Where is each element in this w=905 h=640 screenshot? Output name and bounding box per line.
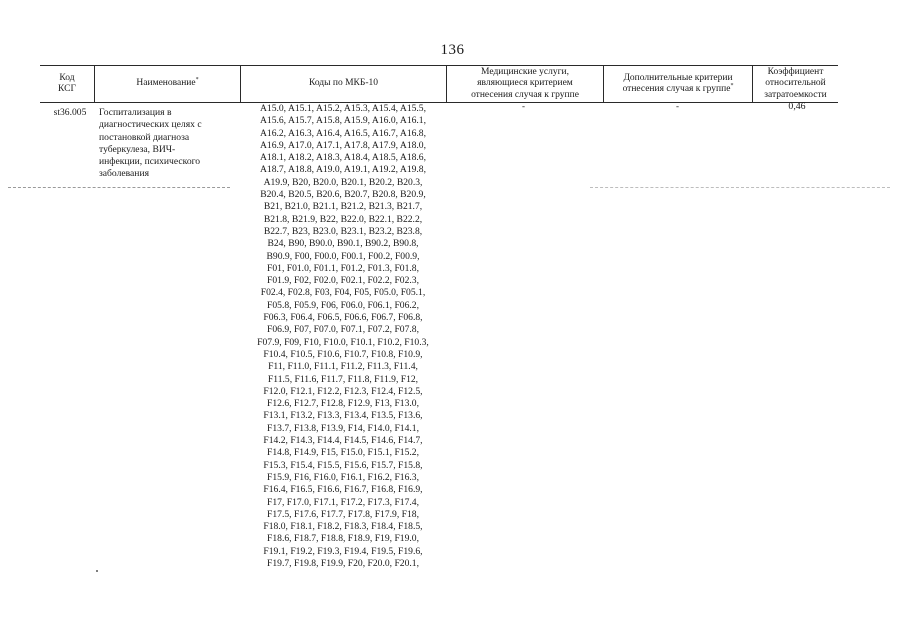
icd10-codes-line: B24, B90, B90.0, B90.1, B90.2, B90.8,	[267, 238, 419, 250]
page-number: 136	[440, 42, 465, 58]
icd10-codes-line: B20.4, B20.5, B20.6, B20.7, B20.8, B20.9,	[260, 189, 426, 201]
icd10-codes-line: B22.7, B23, B23.0, B23.1, B23.2, B23.8,	[263, 225, 423, 237]
ksg-name	[99, 107, 237, 181]
icd10-codes-line: B21.8, B21.9, B22, B22.0, B22.1, B22.2,	[263, 213, 423, 225]
ksg-name-line: постановкой диагноза	[99, 131, 190, 143]
icd10-codes-line: A19.9, B20, B20.0, B20.1, B20.2, B20.3,	[263, 176, 423, 188]
header-services-line2: являющиеся критерием	[477, 78, 573, 89]
coefficient-value: 0,46	[788, 101, 806, 112]
header-code	[40, 66, 94, 102]
scan-artifact-right	[590, 187, 890, 189]
icd10-codes-line: F12.6, F12.7, F12.8, F12.9, F13, F13.0,	[267, 398, 419, 410]
icd10-codes-line: F16.4, F16.5, F16.6, F16.7, F16.8, F16.9,	[263, 484, 423, 496]
header-coef-line2: относительной	[765, 78, 826, 89]
icd10-codes	[242, 103, 444, 570]
icd10-codes-line: A16.9, A17.0, A17.1, A17.8, A17.9, A18.0,	[259, 139, 427, 151]
header-coef-line3: затратоемкости	[764, 89, 827, 100]
icd10-codes-line: A16.2, A16.3, A16.4, A16.5, A16.7, A16.8,	[259, 127, 427, 139]
icd10-codes-line: B21, B21.0, B21.1, B21.2, B21.3, B21.7,	[263, 201, 423, 213]
icd10-codes-line: F17.5, F17.6, F17.7, F17.8, F17.9, F18,	[267, 508, 419, 520]
icd10-codes-line: F10.4, F10.5, F10.6, F10.7, F10.8, F10.9,	[263, 348, 423, 360]
ksg-name-line: туберкулеза, ВИЧ-	[99, 143, 176, 155]
header-services-line3: отнесения случая к группе	[471, 89, 579, 100]
header-code-line2: КСГ	[58, 84, 76, 94]
icd10-codes-line: F18.6, F18.7, F18.8, F18.9, F19, F19.0,	[267, 533, 419, 545]
header-name-footnote-mark: *	[195, 77, 199, 84]
header-services	[447, 66, 603, 102]
header-criteria	[604, 66, 752, 102]
icd10-codes-line: F13.1, F13.2, F13.3, F13.4, F13.5, F13.6,	[263, 410, 423, 422]
icd10-codes-line: F11.5, F11.6, F11.7, F11.8, F11.9, F12,	[267, 373, 419, 385]
ksg-name-line: заболевания	[99, 168, 149, 180]
icd10-codes-line: F13.7, F13.8, F13.9, F14, F14.0, F14.1,	[267, 422, 419, 434]
icd10-codes-line: F01.9, F02, F02.0, F02.1, F02.2, F02.3,	[267, 275, 419, 287]
icd10-codes-line: F14.8, F14.9, F15, F15.0, F15.1, F15.2,	[267, 447, 419, 459]
icd10-codes-line: B90.9, F00, F00.0, F00.1, F00.2, F00.9,	[266, 250, 420, 262]
icd10-codes-line: F01, F01.0, F01.1, F01.2, F01.3, F01.8,	[267, 262, 419, 274]
header-name	[95, 66, 240, 102]
icd10-codes-line: F07.9, F09, F10, F10.0, F10.1, F10.2, F10.3,	[257, 336, 429, 348]
criteria-value: -	[676, 101, 679, 111]
scan-speck	[96, 570, 98, 572]
header-coef-line1: Коэффициент	[767, 66, 824, 77]
icd10-codes-line: F06.9, F07, F07.0, F07.1, F07.2, F07.8,	[267, 324, 419, 336]
header-criteria-line1: Дополнительные критерии	[623, 72, 733, 83]
icd10-codes-line: F12.0, F12.1, F12.2, F12.3, F12.4, F12.5,	[263, 385, 423, 397]
header-services-line1: Медицинские услуги,	[481, 66, 569, 77]
icd10-codes-line: F18.0, F18.1, F18.2, F18.3, F18.4, F18.5,	[263, 521, 423, 533]
icd10-codes-line: F15.3, F15.4, F15.5, F15.6, F15.7, F15.8,	[263, 459, 423, 471]
ksg-name-line: Госпитализация в	[99, 107, 172, 118]
icd10-codes-line: A18.1, A18.2, A18.3, A18.4, A18.5, A18.6,	[259, 152, 427, 164]
icd10-codes-line: F11, F11.0, F11.1, F11.2, F11.3, F11.4,	[268, 361, 418, 373]
header-criteria-line2: отнесения случая к группе*	[622, 82, 734, 94]
icd10-codes-line: F19.1, F19.2, F19.3, F19.4, F19.5, F19.6,	[263, 545, 423, 557]
icd10-codes-line: F05.8, F05.9, F06, F06.0, F06.1, F06.2,	[267, 299, 419, 311]
icd10-codes-line: A18.7, A18.8, A19.0, A19.1, A19.2, A19.8,	[259, 164, 427, 176]
icd10-codes-line: F02.4, F02.8, F03, F04, F05, F05.0, F05.1,	[260, 287, 426, 299]
icd10-codes-line: F06.3, F06.4, F06.5, F06.6, F06.7, F06.8,	[263, 312, 423, 324]
icd10-codes-line: A15.0, A15.1, A15.2, A15.3, A15.4, A15.5,	[259, 103, 427, 114]
header-coefficient	[753, 66, 838, 102]
header-code-line1: Код	[59, 72, 75, 83]
icd10-codes-line: F14.2, F14.3, F14.4, F14.5, F14.6, F14.7,	[263, 435, 423, 447]
icd10-codes-line: F17, F17.0, F17.1, F17.2, F17.3, F17.4,	[267, 496, 419, 508]
header-icd	[241, 66, 446, 102]
ksg-name-line: инфекции, психического	[99, 156, 201, 168]
icd10-codes-line: F19.7, F19.8, F19.9, F20, F20.0, F20.1,	[267, 557, 419, 569]
services-value: -	[522, 101, 525, 111]
ksg-name-line: диагностических целях с	[99, 119, 202, 131]
header-name-text: Наименование*	[136, 77, 199, 89]
scan-artifact-left	[8, 187, 230, 189]
icd10-codes-line: F15.9, F16, F16.0, F16.1, F16.2, F16.3,	[267, 471, 419, 483]
ksg-code: st36.005	[53, 107, 87, 118]
header-icd-text: Коды по МКБ-10	[308, 78, 379, 89]
icd10-codes-line: A15.6, A15.7, A15.8, A15.9, A16.0, A16.1,	[259, 115, 427, 127]
header-criteria-footnote-mark: *	[730, 82, 734, 89]
